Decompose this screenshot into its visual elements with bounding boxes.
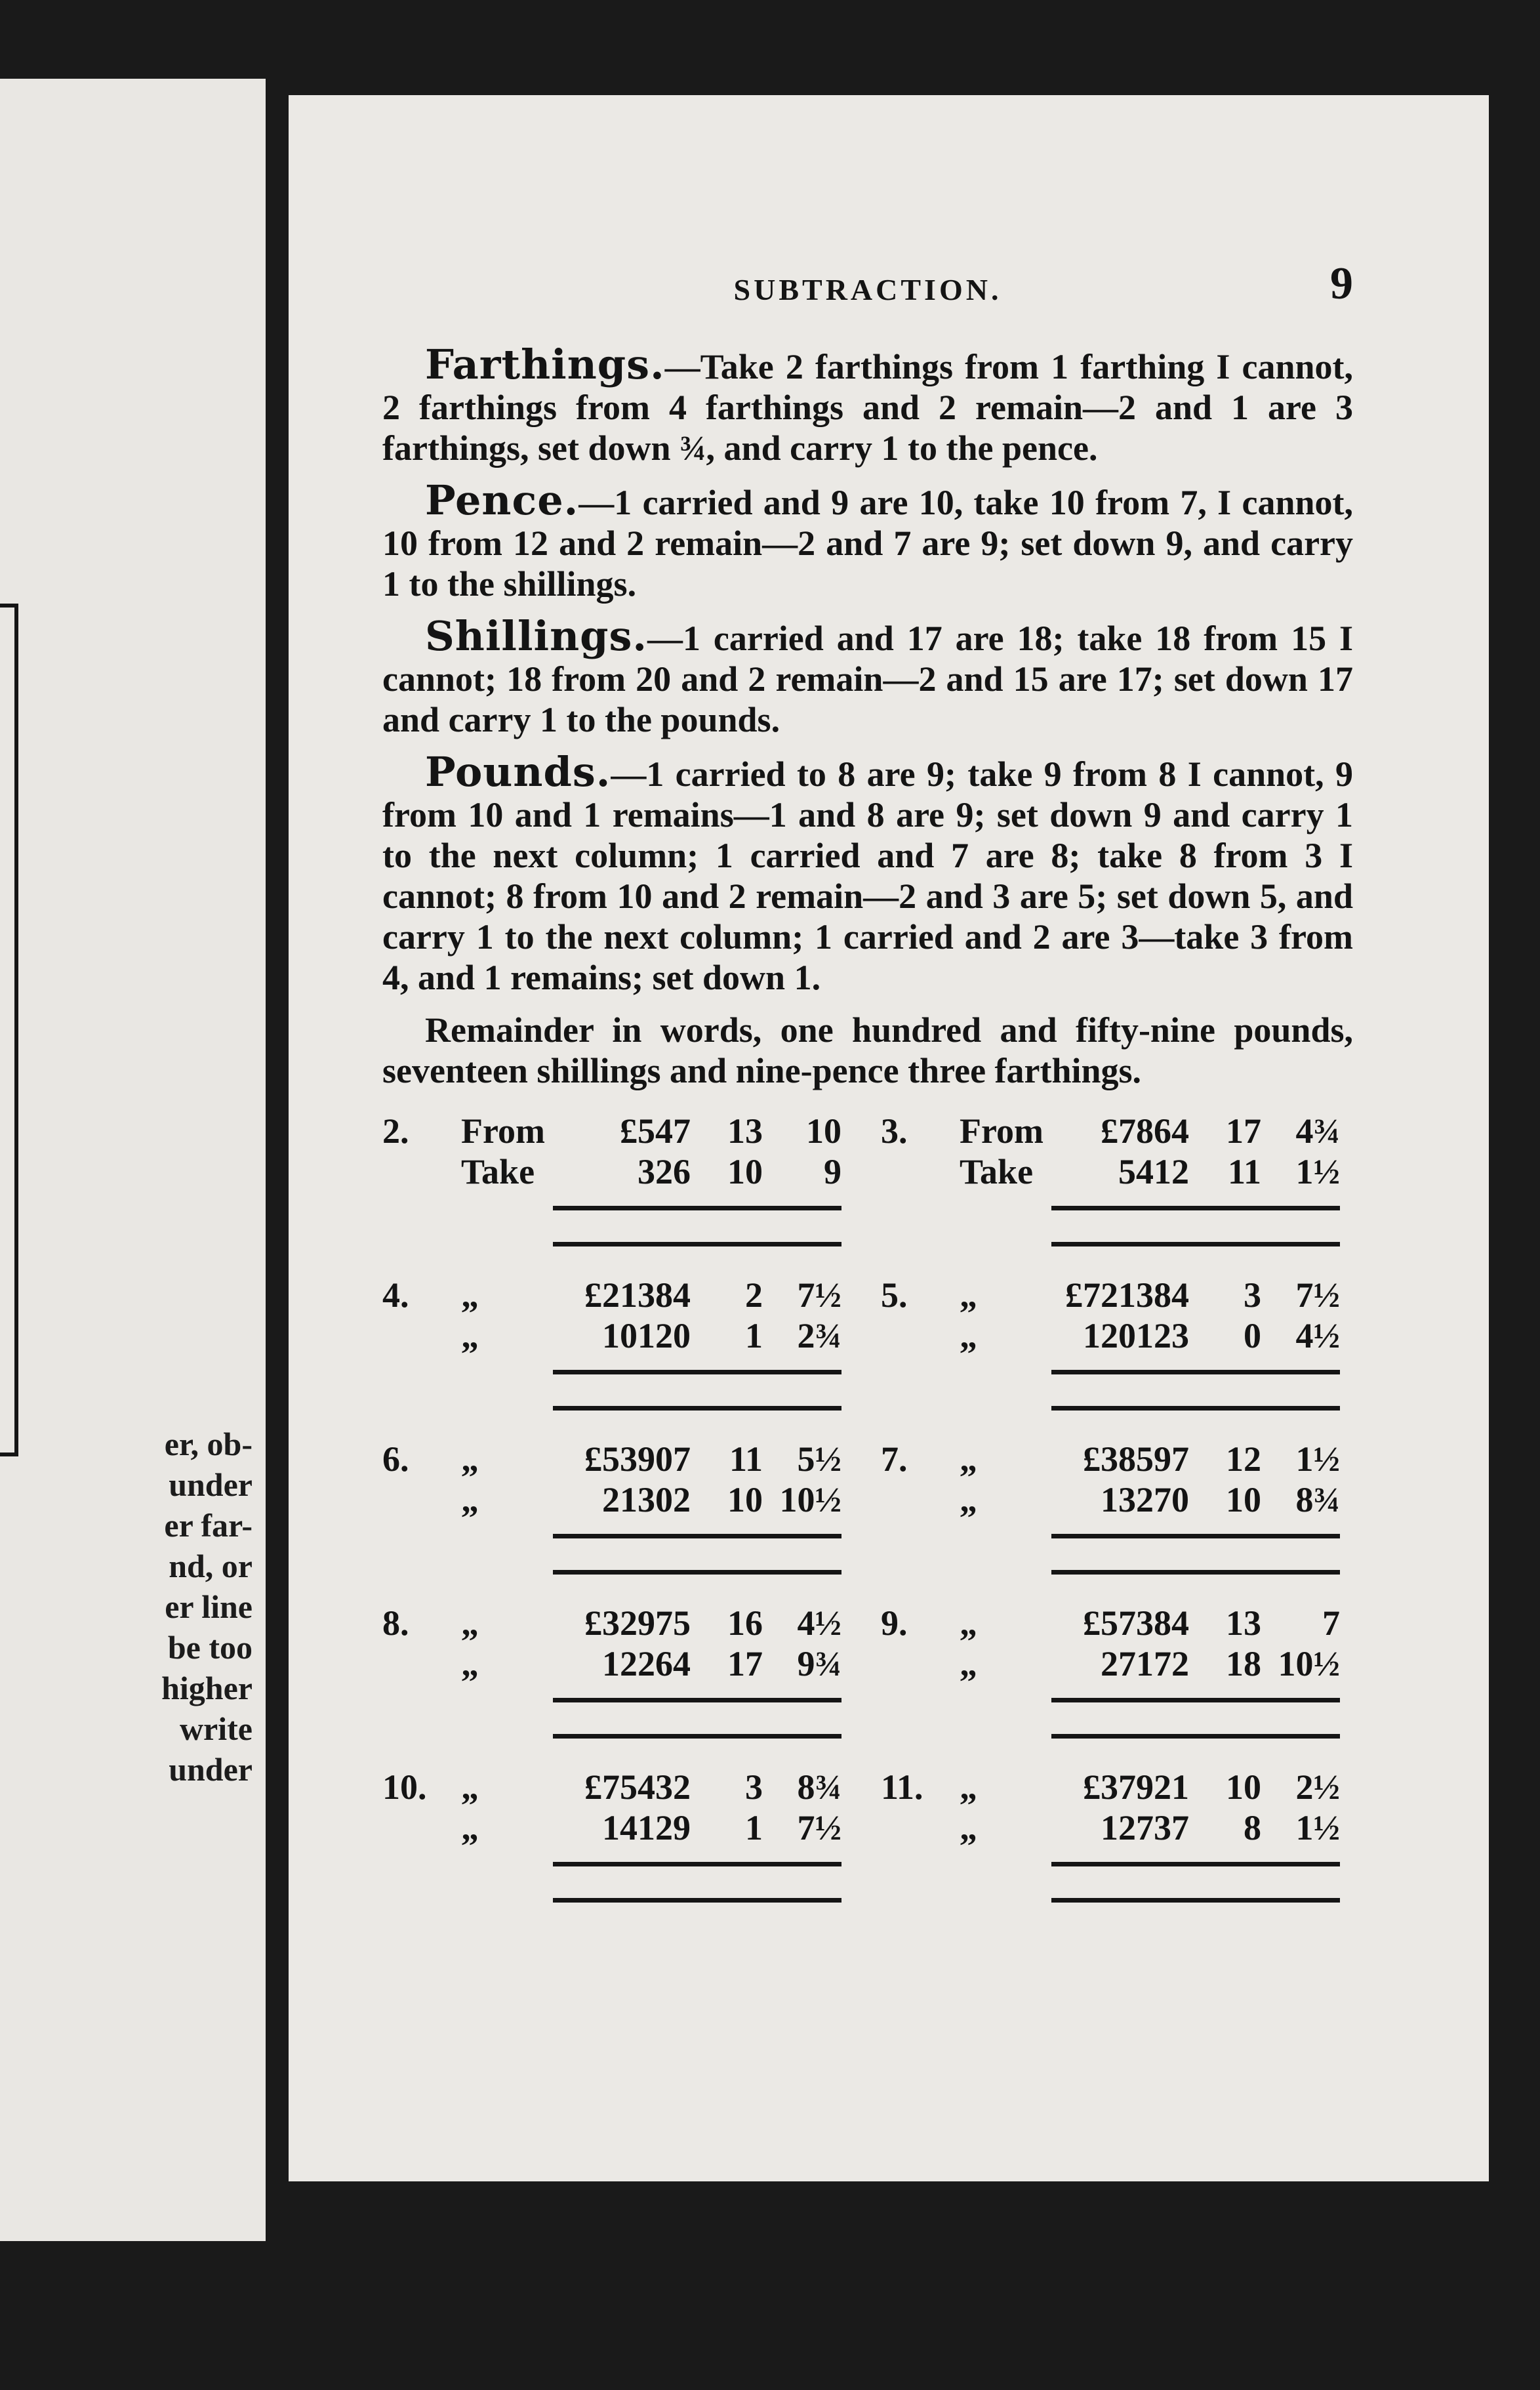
shillings-value: 1 [745, 1316, 763, 1355]
pence-value: 4½ [1295, 1316, 1340, 1355]
shillings-value: 17 [1226, 1111, 1261, 1151]
subtraction-exercise [881, 1603, 1340, 1754]
subtraction-exercise [881, 1767, 1340, 1918]
subtrahend-row [546, 1807, 841, 1848]
pence-value: 5½ [797, 1439, 841, 1479]
paragraph-body: —1 carried to 8 are 9; take 9 from 8 I cannot, 9 from 10 and 1 remains—1 and 8 are 9; set down 9 and carry 1 to the next column; 1 carried and 7 are 8; take 8 from 3 I cannot; 8 from 10 and 2 remain—2 and 3 are 5; set down 5, and carry 1 to the next column; 1 carried and 2 are 3—take 3 from 4, and 1 remains; set down 1. [382, 754, 1353, 997]
book-page [289, 95, 1489, 2181]
shillings-value: 17 [727, 1644, 763, 1683]
pence-value: 10½ [779, 1480, 841, 1519]
facing-line: er line [165, 1588, 253, 1625]
pence-value: 1½ [1295, 1439, 1340, 1479]
exercise-number: 10. [382, 1767, 427, 1807]
subtrahend-row [1045, 1315, 1340, 1356]
shillings-value: 13 [1226, 1603, 1261, 1643]
shillings-value: 0 [1244, 1316, 1261, 1355]
facing-line: nd, or [169, 1548, 253, 1584]
exercise-number: 2. [382, 1111, 409, 1151]
exercise-label-from: „ [461, 1439, 479, 1479]
paragraph-body: —Take 2 farthings from 1 farthing I cannot, 2 farthings from 4 farthings and 2 remain—2 and 1 are 3 farthings, set down ¾, and carry 1 to the pence. [382, 347, 1353, 468]
shillings-value: 2 [745, 1275, 763, 1315]
exercise-label-take: „ [960, 1808, 977, 1847]
minuend-row [546, 1275, 841, 1315]
running-head [382, 258, 1353, 344]
pounds-value: £37921 [1083, 1767, 1189, 1807]
pounds-value: 12737 [1101, 1808, 1189, 1847]
pounds-value: £75432 [584, 1767, 691, 1807]
pounds-value: 13270 [1101, 1480, 1189, 1519]
paragraph-pence [382, 476, 1353, 604]
pence-value: 7½ [797, 1275, 841, 1315]
exercise-label-take: „ [461, 1480, 479, 1519]
subtraction-exercise [382, 1603, 841, 1754]
paragraph-body: —1 carried and 9 are 10, take 10 from 7, I cannot, 10 from 12 and 2 remain—2 and 7 are 9; set down 9, and carry 1 to the shillings. [382, 483, 1353, 604]
paragraph-lead: Shillings. [425, 612, 647, 660]
answer-rule [1051, 1570, 1340, 1575]
answer-rule [553, 1862, 841, 1866]
exercise-label-take: „ [461, 1644, 479, 1683]
answer-rule [553, 1242, 841, 1247]
pence-value: 2½ [1295, 1767, 1340, 1807]
exercise-label-from: From [960, 1111, 1044, 1151]
pence-value: 10 [806, 1111, 841, 1151]
pence-value: 4½ [797, 1603, 841, 1643]
pence-value: 1½ [1295, 1808, 1340, 1847]
minuend-row [546, 1767, 841, 1807]
pence-value: 9 [824, 1152, 841, 1191]
shillings-value: 11 [1227, 1152, 1261, 1191]
facing-line: write [179, 1710, 253, 1747]
subtraction-exercise [881, 1275, 1340, 1426]
minuend-row [1045, 1439, 1340, 1479]
answer-rule [553, 1206, 841, 1210]
shillings-value: 11 [729, 1439, 763, 1479]
answer-rule [553, 1698, 841, 1702]
page-number: 9 [1330, 258, 1353, 309]
minuend-row [1045, 1275, 1340, 1315]
exercise-label-take: „ [960, 1644, 977, 1683]
shillings-value: 12 [1226, 1439, 1261, 1479]
exercise-label-take: „ [960, 1480, 977, 1519]
exercise-label-from: „ [960, 1603, 977, 1643]
exercise-label-from: „ [960, 1767, 977, 1807]
subtrahend-row [546, 1151, 841, 1192]
pounds-value: £57384 [1083, 1603, 1189, 1643]
answer-rule [1051, 1898, 1340, 1903]
exercise-number: 3. [881, 1111, 908, 1151]
pounds-value: 10120 [602, 1316, 691, 1355]
subtraction-exercise [382, 1767, 841, 1918]
pence-value: 7½ [1295, 1275, 1340, 1315]
pounds-value: £547 [620, 1111, 691, 1151]
shillings-value: 10 [1226, 1767, 1261, 1807]
answer-rule [1051, 1862, 1340, 1866]
exercise-label-from: „ [461, 1767, 479, 1807]
exercise-number: 7. [881, 1439, 908, 1479]
facing-page-frame [0, 604, 18, 1456]
shillings-value: 8 [1244, 1808, 1261, 1847]
answer-rule [1051, 1406, 1340, 1411]
paragraph-lead: Pounds. [425, 748, 611, 796]
paragraph-farthings [382, 340, 1353, 468]
exercise-grid [382, 1111, 1353, 2390]
subtrahend-row [1045, 1479, 1340, 1520]
answer-rule [553, 1570, 841, 1575]
pounds-value: 21302 [602, 1480, 691, 1519]
answer-rule [553, 1734, 841, 1739]
subtrahend-row [1045, 1807, 1340, 1848]
pounds-value: £32975 [584, 1603, 691, 1643]
answer-rule [1051, 1370, 1340, 1374]
answer-rule [553, 1406, 841, 1411]
subtraction-exercise [382, 1275, 841, 1426]
answer-rule [553, 1370, 841, 1374]
subtraction-exercise [382, 1111, 841, 1262]
shillings-value: 3 [745, 1767, 763, 1807]
pounds-value: 326 [638, 1152, 691, 1191]
shillings-value: 16 [727, 1603, 763, 1643]
facing-line: under [169, 1751, 253, 1788]
minuend-row [1045, 1603, 1340, 1643]
pounds-value: £38597 [1083, 1439, 1189, 1479]
minuend-row [546, 1603, 841, 1643]
facing-line: under [169, 1466, 253, 1503]
minuend-row [1045, 1111, 1340, 1151]
exercise-number: 8. [382, 1603, 409, 1643]
pounds-value: 5412 [1118, 1152, 1189, 1191]
exercise-number: 11. [881, 1767, 923, 1807]
exercise-label-take: „ [960, 1316, 977, 1355]
exercise-label-take: „ [461, 1316, 479, 1355]
paragraph-pounds [382, 748, 1353, 998]
answer-rule [553, 1898, 841, 1903]
subtrahend-row [546, 1479, 841, 1520]
pounds-value: £21384 [584, 1275, 691, 1315]
shillings-value: 10 [727, 1152, 763, 1191]
exercise-label-take: Take [461, 1152, 535, 1191]
facing-line: higher [161, 1670, 253, 1706]
exercise-label-from: From [461, 1111, 545, 1151]
facing-line: er far- [164, 1507, 253, 1544]
answer-rule [1051, 1734, 1340, 1739]
minuend-row [546, 1111, 841, 1151]
exercise-label-from: „ [960, 1439, 977, 1479]
exercise-number: 6. [382, 1439, 409, 1479]
subtrahend-row [546, 1315, 841, 1356]
pence-value: 10½ [1278, 1644, 1340, 1683]
subtrahend-row [1045, 1151, 1340, 1192]
exercise-label-take: Take [960, 1152, 1034, 1191]
shillings-value: 10 [1226, 1480, 1261, 1519]
pence-value: 7½ [797, 1808, 841, 1847]
shillings-value: 18 [1226, 1644, 1261, 1683]
paragraph-shillings [382, 612, 1353, 740]
shillings-value: 10 [727, 1480, 763, 1519]
exercise-label-from: „ [461, 1275, 479, 1315]
paragraph-lead: Farthings. [425, 340, 665, 388]
pence-value: 9¾ [797, 1644, 841, 1683]
answer-rule [1051, 1534, 1340, 1538]
pounds-value: 27172 [1101, 1644, 1189, 1683]
subtraction-exercise [382, 1439, 841, 1590]
subtrahend-row [546, 1643, 841, 1684]
exercise-label-from: „ [960, 1275, 977, 1315]
shillings-value: 13 [727, 1111, 763, 1151]
exercise-label-from: „ [461, 1603, 479, 1643]
pounds-value: 120123 [1083, 1316, 1189, 1355]
facing-line: be too [167, 1629, 253, 1666]
paragraph-remainder: Remainder in words, one hundred and fifty-nine pounds, seventeen shillings and nine-pence three farthings. [382, 1010, 1353, 1090]
page-content [382, 258, 1353, 2390]
paragraph-lead: Pence. [425, 476, 579, 524]
pence-value: 2¾ [797, 1316, 841, 1355]
exercise-number: 9. [881, 1603, 908, 1643]
subtraction-exercise [881, 1111, 1340, 1262]
shillings-value: 3 [1244, 1275, 1261, 1315]
shillings-value: 1 [745, 1808, 763, 1847]
pounds-value: 14129 [602, 1808, 691, 1847]
answer-rule [1051, 1206, 1340, 1210]
answer-rule [1051, 1242, 1340, 1247]
subtrahend-row [1045, 1643, 1340, 1684]
exercise-number: 5. [881, 1275, 908, 1315]
facing-line: er, ob- [164, 1426, 253, 1462]
pence-value: 8¾ [1295, 1480, 1340, 1519]
answer-rule [553, 1534, 841, 1538]
pence-value: 7 [1322, 1603, 1340, 1643]
pence-value: 1½ [1295, 1152, 1340, 1191]
paragraph-body: —1 carried and 17 are 18; take 18 from 15 I cannot; 18 from 20 and 2 remain—2 and 15 are 17; set down 17 and carry 1 to the pounds. [382, 619, 1353, 739]
answer-rule [1051, 1698, 1340, 1702]
pence-value: 4¾ [1295, 1111, 1340, 1151]
minuend-row [1045, 1767, 1340, 1807]
facing-page-text [148, 1424, 253, 1790]
pounds-value: £53907 [584, 1439, 691, 1479]
subtraction-exercise [881, 1439, 1340, 1590]
exercise-label-take: „ [461, 1808, 479, 1847]
facing-page [0, 79, 266, 2241]
pence-value: 8¾ [797, 1767, 841, 1807]
pounds-value: 12264 [602, 1644, 691, 1683]
pounds-value: £721384 [1065, 1275, 1189, 1315]
pounds-value: £7864 [1101, 1111, 1189, 1151]
exercise-number: 4. [382, 1275, 409, 1315]
minuend-row [546, 1439, 841, 1479]
chapter-title: SUBTRACTION. [733, 273, 1002, 306]
